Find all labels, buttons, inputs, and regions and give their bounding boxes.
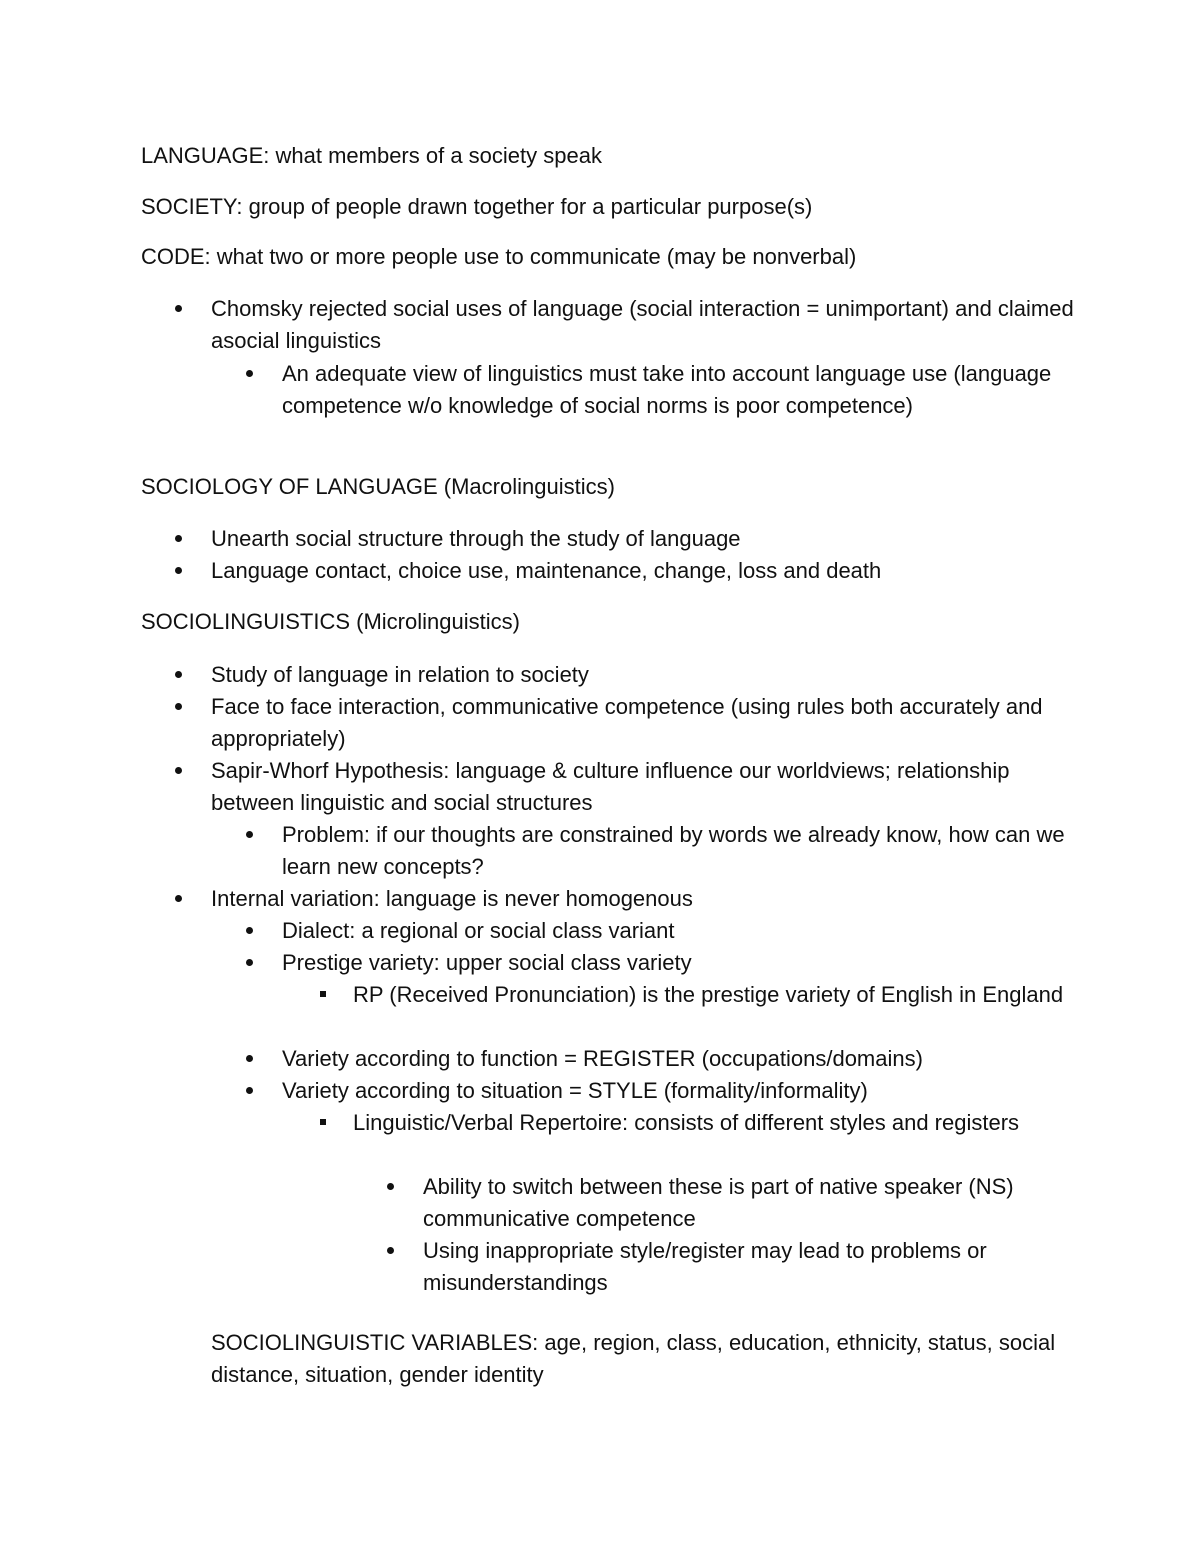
heading-sociology-of-language: SOCIOLOGY OF LANGUAGE (Macrolinguistics) (141, 474, 615, 499)
bullet-text: Chomsky rejected social uses of language (social interaction = unimportant) and claimed asocial linguistics (211, 296, 1074, 353)
bullet-sapir-whorf (211, 755, 1091, 819)
bullet-text: RP (Received Pronunciation) is the prestige variety of English in England (353, 982, 1064, 1007)
bullet-text: Linguistic/Verbal Repertoire: consists of different styles and registers (353, 1110, 1020, 1135)
bullet-text: Face to face interaction, communicative competence (using rules both accurately and appropriately) (211, 694, 1043, 751)
bullet-text: An adequate view of linguistics must take into account language use (language competence w/o knowledge of social norms is poor competence) (282, 361, 1052, 418)
bullet-dot-icon (175, 535, 182, 542)
bullet-ability (423, 1171, 1083, 1235)
definition-code: CODE: what two or more people use to communicate (may be nonverbal) (141, 244, 857, 269)
bullet-adequate-view (282, 358, 1082, 422)
bullet-dot-icon (246, 1087, 253, 1094)
bullet-dot-icon (175, 703, 182, 710)
bullet-rp (353, 979, 1073, 1011)
bullet-text: Using inappropriate style/register may lead to problems or misunderstandings (423, 1238, 987, 1295)
bullet-text: Variety according to function = REGISTER (occupations/domains) (282, 1046, 923, 1071)
bullet-chomsky (211, 293, 1091, 357)
bullet-dot-icon (175, 671, 182, 678)
bullet-dot-icon (175, 767, 182, 774)
bullet-language-contact (211, 555, 1091, 587)
bullet-text: Problem: if our thoughts are constrained by words we already know, how can we learn new concepts? (282, 822, 1065, 879)
bullet-square-icon (320, 1119, 326, 1125)
bullet-dot-icon (246, 831, 253, 838)
bullet-repertoire (353, 1107, 1073, 1139)
bullet-square-icon (320, 991, 326, 997)
bullet-dialect (282, 915, 1082, 947)
bullet-text: Variety according to situation = STYLE (formality/informality) (282, 1078, 868, 1103)
heading-sociolinguistics: SOCIOLINGUISTICS (Microlinguistics) (141, 609, 520, 634)
bullet-dot-icon (246, 370, 253, 377)
bullet-dot-icon (387, 1183, 394, 1190)
bullet-text: Unearth social structure through the study of language (211, 526, 741, 551)
bullet-text: Language contact, choice use, maintenance, change, loss and death (211, 558, 882, 583)
bullet-style (282, 1075, 1082, 1107)
bullet-study-of-language (211, 659, 1091, 691)
bullet-inappropriate (423, 1235, 1083, 1299)
bullet-problem (282, 819, 1082, 883)
sociolinguistic-variables: SOCIOLINGUISTIC VARIABLES: age, region, class, education, ethnicity, status, social distance, situation, gender identity (211, 1330, 1056, 1387)
bullet-text: Internal variation: language is never homogenous (211, 886, 693, 911)
bullet-dot-icon (246, 959, 253, 966)
definition-society: SOCIETY: group of people drawn together for a particular purpose(s) (141, 194, 813, 219)
bullet-text: Ability to switch between these is part of native speaker (NS) communicative competence (423, 1174, 1014, 1231)
bullet-register (282, 1043, 1082, 1075)
bullet-dot-icon (175, 895, 182, 902)
bullet-dot-icon (246, 927, 253, 934)
bullet-text: Study of language in relation to society (211, 662, 589, 687)
bullet-text: Dialect: a regional or social class variant (282, 918, 675, 943)
definition-language: LANGUAGE: what members of a society speak (141, 143, 602, 168)
bullet-dot-icon (246, 1055, 253, 1062)
bullet-prestige (282, 947, 1082, 979)
bullet-internal-variation (211, 883, 1091, 915)
bullet-dot-icon (175, 567, 182, 574)
bullet-face-to-face (211, 691, 1091, 755)
bullet-dot-icon (387, 1247, 394, 1254)
bullet-dot-icon (175, 305, 182, 312)
bullet-text: Sapir-Whorf Hypothesis: language & culture influence our worldviews; relationship between linguistic and social structures (211, 758, 1010, 815)
bullet-unearth (211, 523, 1091, 555)
bullet-text: Prestige variety: upper social class variety (282, 950, 692, 975)
